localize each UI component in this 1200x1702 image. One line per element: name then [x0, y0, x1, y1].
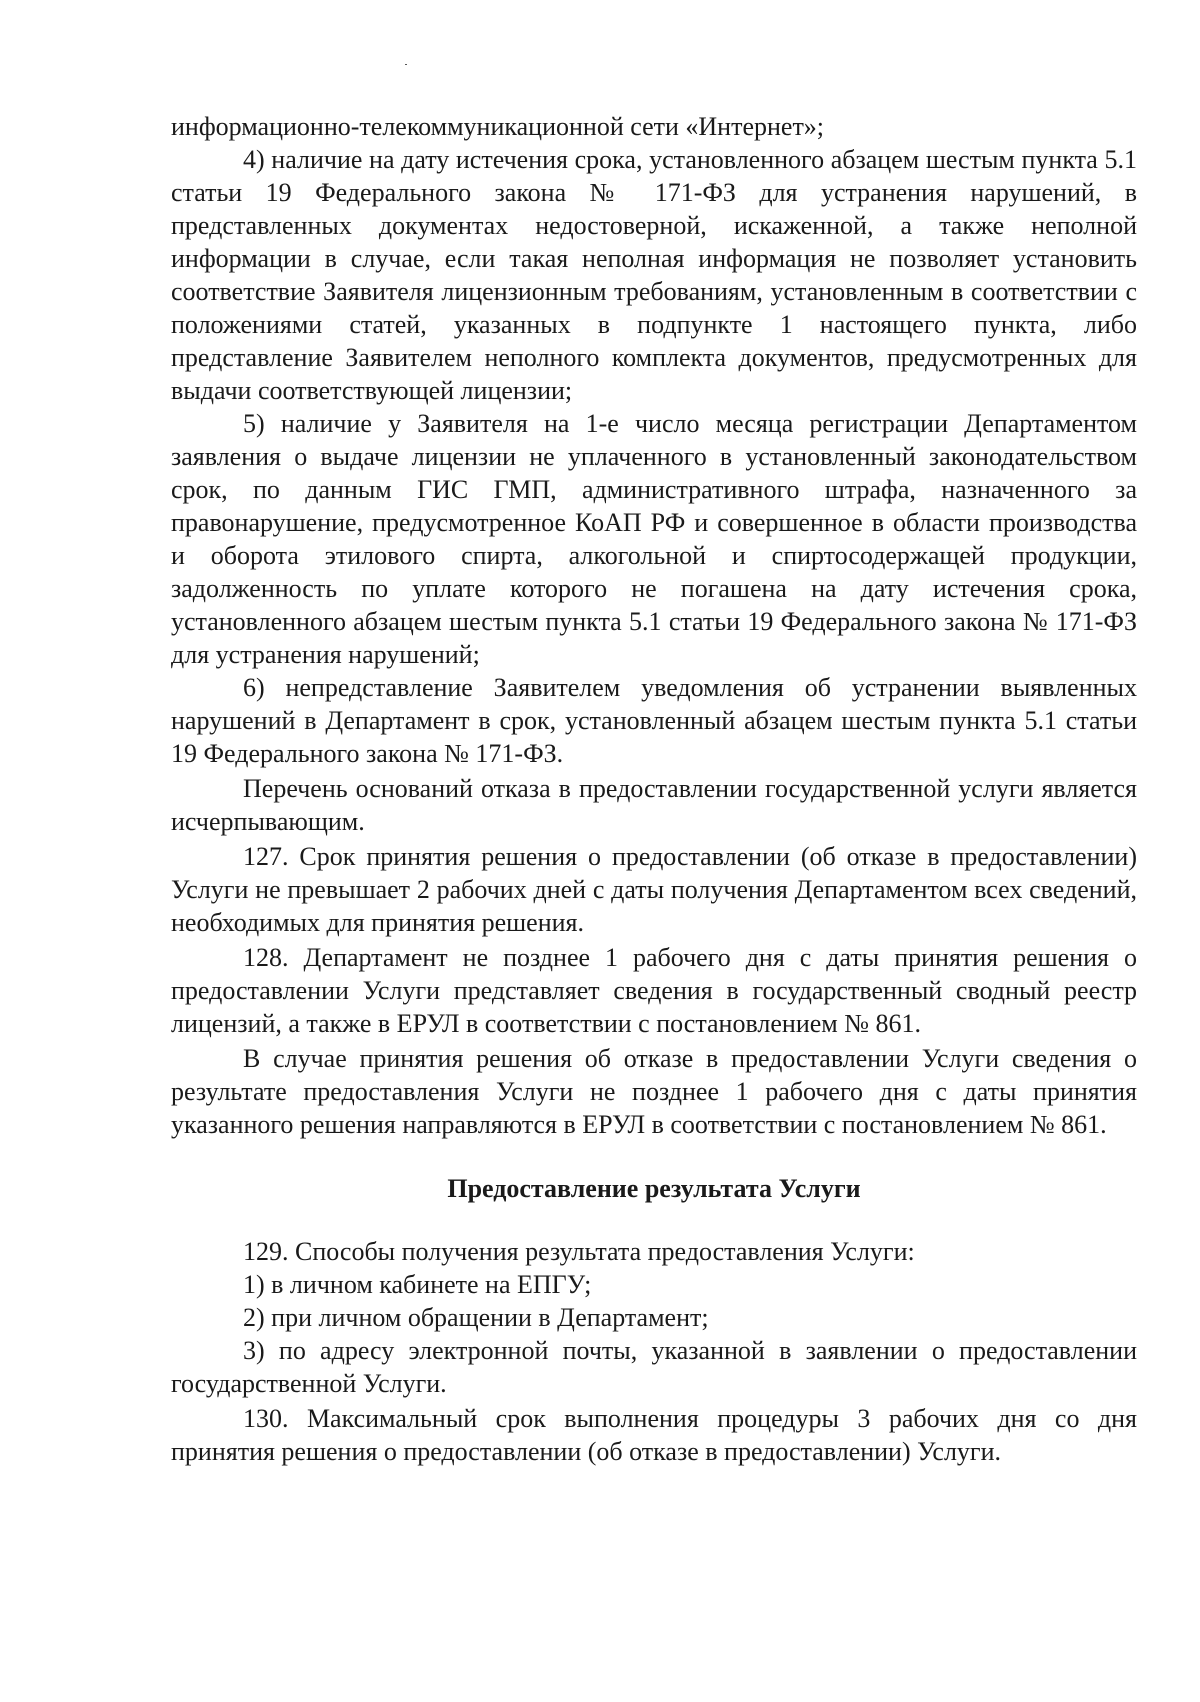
document-body — [171, 110, 1137, 1468]
paragraph-127: 127. Срок принятия решения о предоставлении (об отказе в предоставлении) Услуги не превышает 2 рабочих дней с даты получения Департаментом всех сведений, необходимых для принятия решения. — [171, 842, 1137, 937]
paragraph-item-4: 4) наличие на дату истечения срока, установленного абзацем шестым пункта 5.1 статьи 19 Федерального закона № 171-ФЗ для устранения нарушений, в представленных документах недостоверной, искаженной, а также неполной информации в случае, если такая неполная информация не позволяет установить соответствие Заявителя лицензионным требованиям, установленным в соответствии с положениями статей, указанных в подпункте 1 настоящего пункта, либо представление Заявителем неполного комплекта документов, предусмотренных для выдачи соответствующей лицензии; — [171, 145, 1137, 405]
scan-speck — [405, 64, 407, 65]
paragraph-130: 130. Максимальный срок выполнения процедуры 3 рабочих дня со дня принятия решения о предоставлении (об отказе в предоставлении) Услуги. — [171, 1404, 1137, 1466]
paragraph-item-5: 5) наличие у Заявителя на 1-е число месяца регистрации Департаментом заявления о выдаче лицензии не уплаченного в установленный законодательством срок, по данным ГИС ГМП, административного штрафа, назначенного за правонарушение, предусмотренное КоАП РФ и совершенное в области производства и оборота этилового спирта, алкогольной и спиртосодержащей продукции, задолженность по уплате которого не погашена на дату истечения срока, установленного абзацем шестым пункта 5.1 статьи 19 Федерального закона № 171-ФЗ для устранения нарушений; — [171, 409, 1137, 669]
paragraph-continuation: информационно-телекоммуникационной сети «Интернет»; — [171, 112, 825, 141]
section-heading: Предоставление результата Услуги — [447, 1174, 861, 1203]
paragraph-refusal-case: В случае принятия решения об отказе в предоставлении Услуги сведения о результате предоставления Услуги не позднее 1 рабочего дня с даты принятия указанного решения направляются в ЕРУЛ в соответствии с постановлением № 861. — [171, 1044, 1137, 1139]
paragraph-item-6: 6) непредставление Заявителем уведомления об устранении выявленных нарушений в Департамент в срок, установленный абзацем шестым пункта 5.1 статьи 19 Федерального закона № 171-ФЗ. — [171, 673, 1137, 768]
paragraph-128: 128. Департамент не позднее 1 рабочего дня с даты принятия решения о предоставлении Услуги представляет сведения в государственный сводный реестр лицензий, а также в ЕРУЛ в соответствии с постановлением № 861. — [171, 943, 1137, 1038]
paragraph-exhaustive-list: Перечень оснований отказа в предоставлении государственной услуги является исчерпывающим. — [171, 774, 1137, 836]
paragraph-129-item-2: 2) при личном обращении в Департамент; — [243, 1303, 709, 1332]
paragraph-129-item-1: 1) в личном кабинете на ЕПГУ; — [243, 1270, 592, 1299]
paragraph-129-item-3: 3) по адресу электронной почты, указанной в заявлении о предоставлении государственной Услуги. — [171, 1336, 1137, 1398]
paragraph-129: 129. Способы получения результата предоставления Услуги: — [243, 1237, 915, 1266]
